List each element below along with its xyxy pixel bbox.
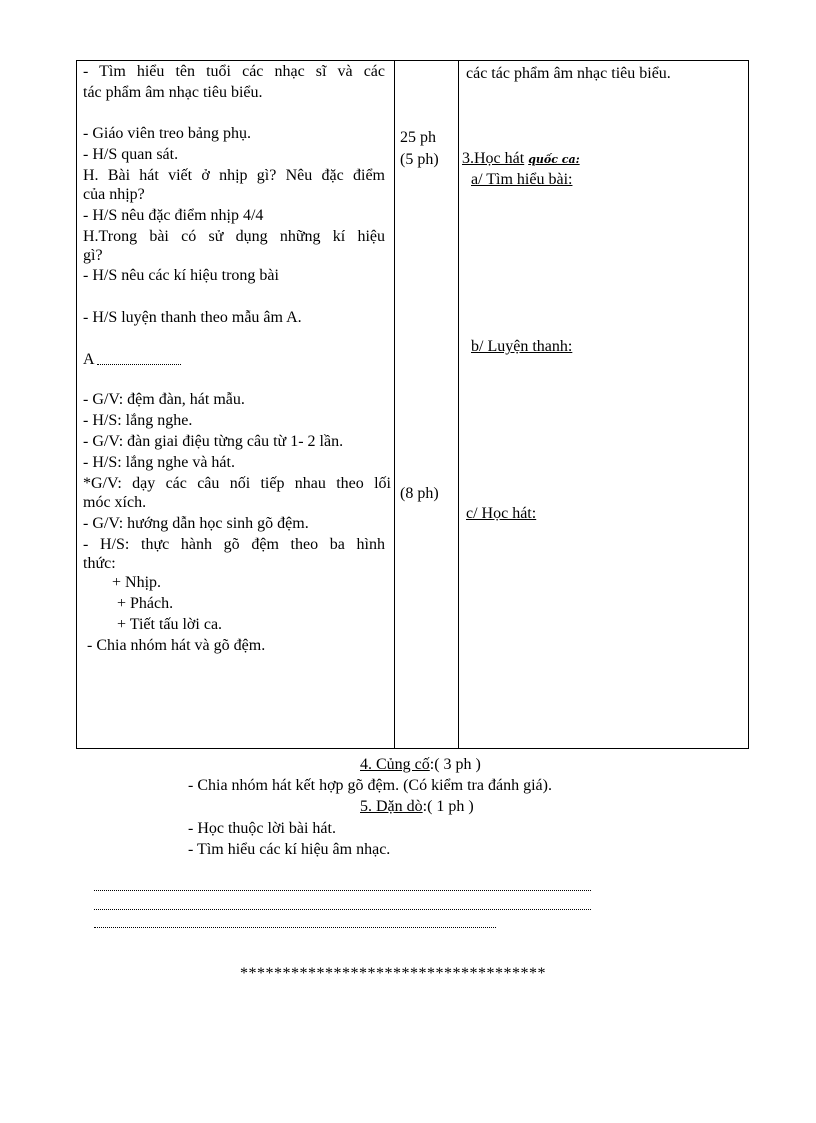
content-subheading xyxy=(471,170,572,190)
consolidate-heading xyxy=(360,755,481,775)
content-line: các tác phẩm âm nhạc tiêu biểu. xyxy=(466,65,671,82)
content-heading-text: 3.Học hát xyxy=(462,150,525,167)
activity-line: + Nhịp. xyxy=(112,574,162,591)
activity-line: H.Trong bài có sử dụng những kí hiệu xyxy=(83,228,385,245)
notes-line xyxy=(94,927,496,928)
activity-line: *G/V: dạy các câu nối tiếp nhau theo lối xyxy=(83,475,391,492)
activity-line: gì? xyxy=(83,247,103,264)
activity-line: + Tiết tấu lời ca. xyxy=(117,616,223,633)
subheading-text: a/ Tìm hiểu bài: xyxy=(471,171,573,188)
homework-title: 5. Dặn dò xyxy=(360,798,423,815)
consolidate-time: :( 3 ph ) xyxy=(429,756,481,773)
activity-line: móc xích. xyxy=(83,494,147,511)
activity-line: - Chia nhóm hát và gõ đệm. xyxy=(87,637,266,654)
lesson-table xyxy=(76,60,749,749)
content-subheading xyxy=(471,337,572,357)
activity-line: - Tìm hiểu tên tuổi các nhạc sĩ và các xyxy=(83,63,385,80)
activity-line: - H/S: lắng nghe và hát. xyxy=(83,454,235,471)
column-divider xyxy=(458,61,459,748)
activity-line: - G/V: hướng dẫn học sinh gõ đệm. xyxy=(83,515,309,532)
activity-line: thức: xyxy=(83,555,116,572)
column-divider xyxy=(394,61,395,748)
activity-line: - H/S nêu các kí hiệu trong bài xyxy=(83,267,279,284)
activity-line: - H/S nêu đặc điểm nhịp 4/4 xyxy=(83,207,264,224)
consolidate-title: 4. Củng cố xyxy=(360,756,430,773)
dotted-fill-line xyxy=(97,364,181,365)
activity-line: - H/S: lắng nghe. xyxy=(83,412,193,429)
subheading-text: b/ Luyện thanh: xyxy=(471,338,573,355)
activity-line: - H/S luyện thanh theo mẫu âm A. xyxy=(83,309,302,326)
activity-line: H. Bài hát viết ở nhịp gì? Nêu đặc điểm xyxy=(83,167,385,184)
time-label: 25 ph xyxy=(400,129,436,146)
homework-item: - Tìm hiểu các kí hiệu âm nhạc. xyxy=(188,841,391,858)
activity-line: của nhịp? xyxy=(83,186,145,203)
homework-heading xyxy=(360,797,474,817)
activity-line: tác phẩm âm nhạc tiêu biểu. xyxy=(83,84,263,101)
activity-line: - G/V: đệm đàn, hát mẫu. xyxy=(83,391,245,408)
activity-line: + Phách. xyxy=(117,595,174,612)
content-heading-script: quốc ca: xyxy=(528,153,580,166)
end-separator-stars: ************************************ xyxy=(240,965,546,982)
activity-line: - H/S quan sát. xyxy=(83,146,179,163)
time-label: (5 ph) xyxy=(400,151,439,168)
notes-line xyxy=(94,909,591,910)
homework-time: :( 1 ph ) xyxy=(422,798,474,815)
notes-line xyxy=(94,890,591,891)
subheading-text: c/ Học hát: xyxy=(466,505,537,522)
content-subheading xyxy=(466,504,536,524)
activity-line: - Giáo viên treo bảng phụ. xyxy=(83,125,251,142)
consolidate-item: - Chia nhóm hát kết hợp gõ đệm. (Có kiểm tra đánh giá). xyxy=(188,777,552,794)
activity-line: - H/S: thực hành gõ đệm theo ba hình xyxy=(83,536,385,553)
content-heading xyxy=(462,149,580,170)
activity-line: - G/V: đàn giai điệu từng câu từ 1- 2 lần. xyxy=(83,433,344,450)
homework-item: - Học thuộc lời bài hát. xyxy=(188,820,336,837)
time-label: (8 ph) xyxy=(400,485,439,502)
activity-line: A xyxy=(83,351,95,368)
